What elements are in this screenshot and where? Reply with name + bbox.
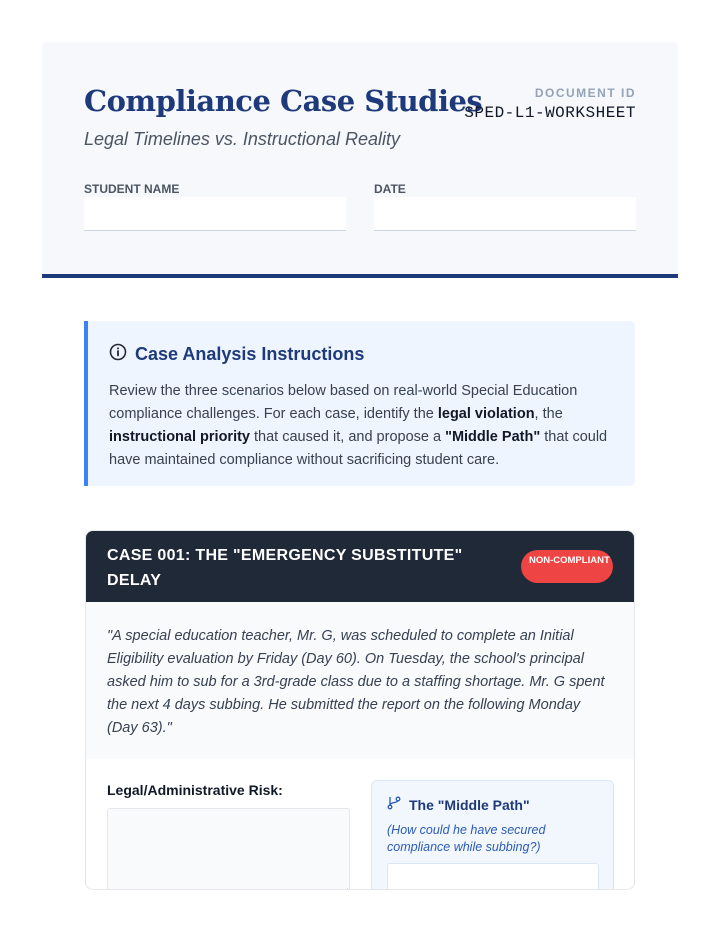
risk-label: Legal/Administrative Risk: bbox=[107, 782, 283, 798]
case-scenario: "A special education teacher, Mr. G, was scheduled to complete an Initial Eligibility evaluation by Friday (Day 60). On Tuesday, the school's principal asked him to sub for a 3rd-grade class due to a staffing shortage. Mr. G spent the next 4 days subbing. He submitted the report on the following Monday (Day 63)." bbox=[86, 602, 634, 759]
case-header bbox=[86, 531, 634, 602]
risk-answer-field[interactable] bbox=[107, 808, 350, 890]
case-title: CASE 001: THE "EMERGENCY SUBSTITUTE" DELAY bbox=[107, 547, 463, 589]
git-branch-icon bbox=[387, 796, 401, 813]
page-title: Compliance Case Studies bbox=[84, 84, 483, 118]
student-name-label: STUDENT NAME bbox=[84, 182, 180, 196]
student-name-input[interactable] bbox=[84, 197, 346, 231]
document-id-label: DOCUMENT ID bbox=[534, 86, 636, 100]
date-label: DATE bbox=[374, 182, 406, 196]
date-input[interactable] bbox=[374, 197, 636, 231]
instructions-heading bbox=[109, 343, 613, 366]
document-id-value: SPED-L1-WORKSHEET bbox=[464, 104, 636, 122]
page-subtitle: Legal Timelines vs. Instructional Reality bbox=[84, 129, 400, 149]
middle-path-panel bbox=[371, 780, 614, 890]
instructions-title: Case Analysis Instructions bbox=[135, 344, 365, 364]
middle-path-hint: (How could he have secured compliance while subbing?) bbox=[387, 823, 546, 854]
worksheet-header bbox=[42, 42, 678, 278]
status-badge: NON-COMPLIANT bbox=[521, 550, 613, 583]
info-circle-icon bbox=[109, 343, 127, 366]
middle-path-answer-field[interactable] bbox=[387, 863, 599, 890]
instructions-text: Review the three scenarios below based on real-world Special Education compliance challenges. For each case, identify the legal violation, the instructional priority that caused it, and propose a "Middle Path" that could have maintained compliance without sacrificing student care. bbox=[109, 383, 608, 468]
case-card-001 bbox=[85, 530, 635, 890]
instructions-panel bbox=[84, 321, 635, 486]
middle-path-title: The "Middle Path" bbox=[409, 796, 530, 813]
middle-path-heading bbox=[387, 796, 598, 813]
